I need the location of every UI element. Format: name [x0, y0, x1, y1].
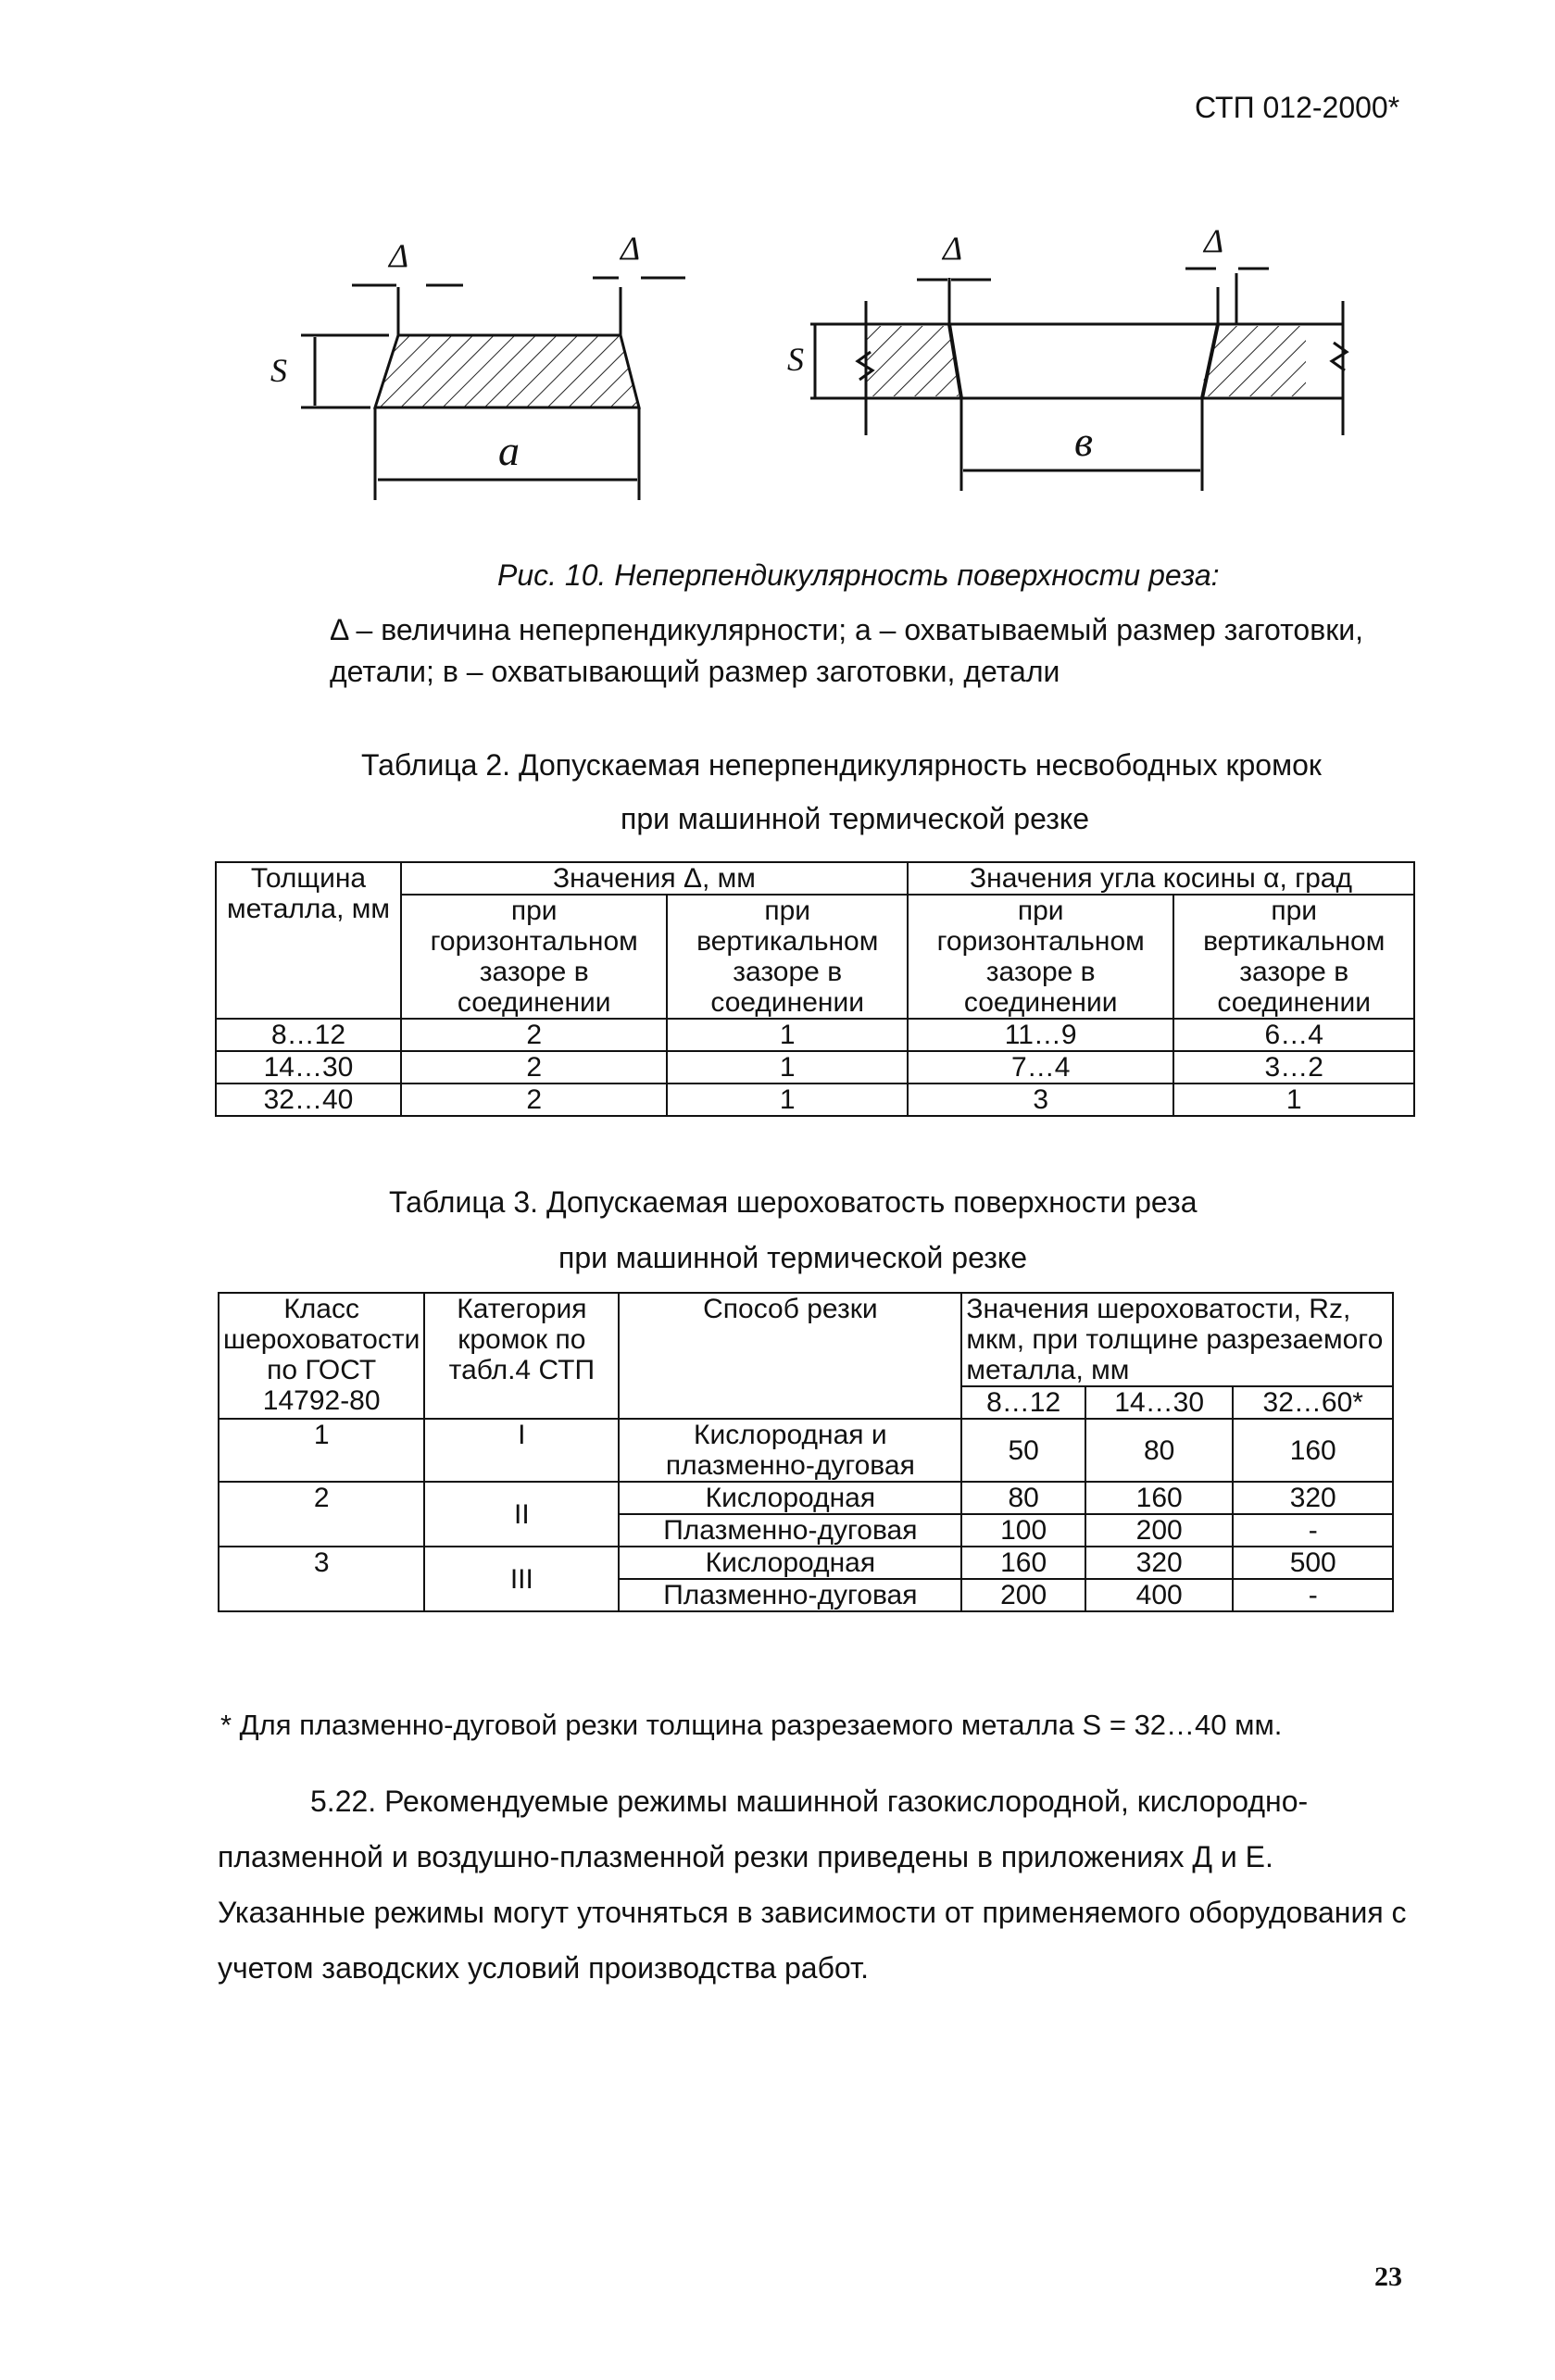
table2-title: Таблица 2. Допускаемая неперпендикулярность несвободных кромок: [361, 748, 1322, 782]
cut-surface-diagram: [250, 222, 1380, 528]
table3-footnote: * Для плазменно-дуговой резки толщина разрезаемого металла S = 32…40 мм.: [220, 1709, 1283, 1741]
table-cell: 8…12: [216, 1019, 401, 1051]
table-cell: -: [1233, 1514, 1393, 1547]
table-cell: 320: [1085, 1547, 1234, 1579]
table2-sub-horizontal: при горизонтальном зазоре в соединении: [908, 895, 1173, 1019]
table-cell: 80: [1085, 1419, 1234, 1482]
table-cell: Плазменно-дуговая: [619, 1579, 961, 1611]
table-row: [216, 1084, 1414, 1116]
table-cell: 160: [961, 1547, 1085, 1579]
table2-subtitle: при машинной термической резке: [621, 802, 1090, 835]
table-cell: 32…40: [216, 1084, 401, 1116]
table-cell: 500: [1233, 1547, 1393, 1579]
figure-caption-legend: Δ – величина неперпендикулярности; а – охватываемый размер заготовки, детали; в – охватывающий размер заготовки, детали: [330, 613, 1363, 688]
table3-col-category: Категория кромок по табл.4 СТП: [424, 1293, 619, 1419]
table-cell: 160: [1085, 1482, 1234, 1514]
table-row: [216, 1019, 1414, 1051]
table-cell: 400: [1085, 1579, 1234, 1611]
table2: [215, 861, 1415, 1117]
table-cell: Кислородная и плазменно-дуговая: [619, 1419, 961, 1482]
thickness-label-left: S: [270, 352, 287, 389]
table-cell: -: [1233, 1579, 1393, 1611]
table-row: [219, 1419, 1393, 1482]
table2-col-thickness: Толщина металла, мм: [216, 862, 401, 1019]
table-cell: 3: [219, 1547, 424, 1611]
table-cell: 320: [1233, 1482, 1393, 1514]
table-cell: II: [424, 1482, 619, 1547]
delta-label-right-2: Δ: [1204, 222, 1224, 259]
table-cell: 50: [961, 1419, 1085, 1482]
section-paragraph: [218, 1773, 1422, 1996]
table3-thickness-col: 14…30: [1085, 1386, 1234, 1419]
dimension-a-label: a: [498, 427, 520, 474]
table-cell: 2: [401, 1084, 667, 1116]
table-cell: III: [424, 1547, 619, 1611]
thickness-label-right: S: [787, 341, 804, 378]
table-cell: Плазменно-дуговая: [619, 1514, 961, 1547]
table-cell: 200: [1085, 1514, 1234, 1547]
delta-label-right: Δ: [943, 230, 963, 267]
table2-sub-vertical: при вертикальном зазоре в соединении: [667, 895, 908, 1019]
table-cell: 3: [908, 1084, 1173, 1116]
table-cell: 1: [667, 1019, 908, 1051]
table2-sub-horizontal: при горизонтальном зазоре в соединении: [401, 895, 667, 1019]
table-cell: 11…9: [908, 1019, 1173, 1051]
paragraph-text: 5.22. Рекомендуемые режимы машинной газокислородной, кислородно-плазменной и воздушно-плазменной резки приведены в приложениях Д и Е. Указанные режимы могут уточняться в зависимости от применяемого оборудования с учетом заводских условий производства работ.: [218, 1785, 1407, 1985]
table-cell: 1: [219, 1419, 424, 1482]
table-cell: 100: [961, 1514, 1085, 1547]
table2-group-delta: Значения Δ, мм: [401, 862, 908, 895]
delta-label-left: Δ: [389, 237, 409, 274]
table3-col-method: Способ резки: [619, 1293, 961, 1419]
table-row: [216, 1051, 1414, 1084]
figure-caption-title: Рис. 10. Неперпендикулярность поверхности реза:: [497, 558, 1220, 592]
table-cell: Кислородная: [619, 1547, 961, 1579]
table3-col-class: Класс шероховатости по ГОСТ 14792-80: [219, 1293, 424, 1419]
table-cell: 2: [401, 1051, 667, 1084]
table3: [218, 1292, 1394, 1612]
table-cell: 1: [667, 1051, 908, 1084]
table-cell: 7…4: [908, 1051, 1173, 1084]
table3-title: Таблица 3. Допускаемая шероховатость поверхности реза: [389, 1185, 1198, 1219]
table-cell: 80: [961, 1482, 1085, 1514]
table-cell: I: [424, 1419, 619, 1482]
table3-subtitle: при машинной термической резке: [558, 1241, 1028, 1274]
table-cell: 200: [961, 1579, 1085, 1611]
table-cell: 6…4: [1173, 1019, 1414, 1051]
table3-col-values: Значения шероховатости, Rz, мкм, при толщине разрезаемого металла, мм: [961, 1293, 1393, 1386]
table-cell: 1: [1173, 1084, 1414, 1116]
table-row: [219, 1547, 1393, 1579]
page-number: 23: [1374, 2261, 1402, 2292]
delta-label-left-2: Δ: [621, 230, 641, 267]
table3-thickness-col: 8…12: [961, 1386, 1085, 1419]
table-cell: 14…30: [216, 1051, 401, 1084]
table2-group-angle: Значения угла косины α, град: [908, 862, 1414, 895]
table-row: [219, 1482, 1393, 1514]
table-cell: 160: [1233, 1419, 1393, 1482]
table-cell: 1: [667, 1084, 908, 1116]
table-cell: 3…2: [1173, 1051, 1414, 1084]
document-code: СТП 012-2000*: [1195, 91, 1400, 124]
table-cell: Кислородная: [619, 1482, 961, 1514]
table-cell: 2: [401, 1019, 667, 1051]
table-cell: 2: [219, 1482, 424, 1547]
dimension-b-label: в: [1074, 418, 1093, 465]
table2-sub-vertical: при вертикальном зазоре в соединении: [1173, 895, 1414, 1019]
table3-thickness-col: 32…60*: [1233, 1386, 1393, 1419]
